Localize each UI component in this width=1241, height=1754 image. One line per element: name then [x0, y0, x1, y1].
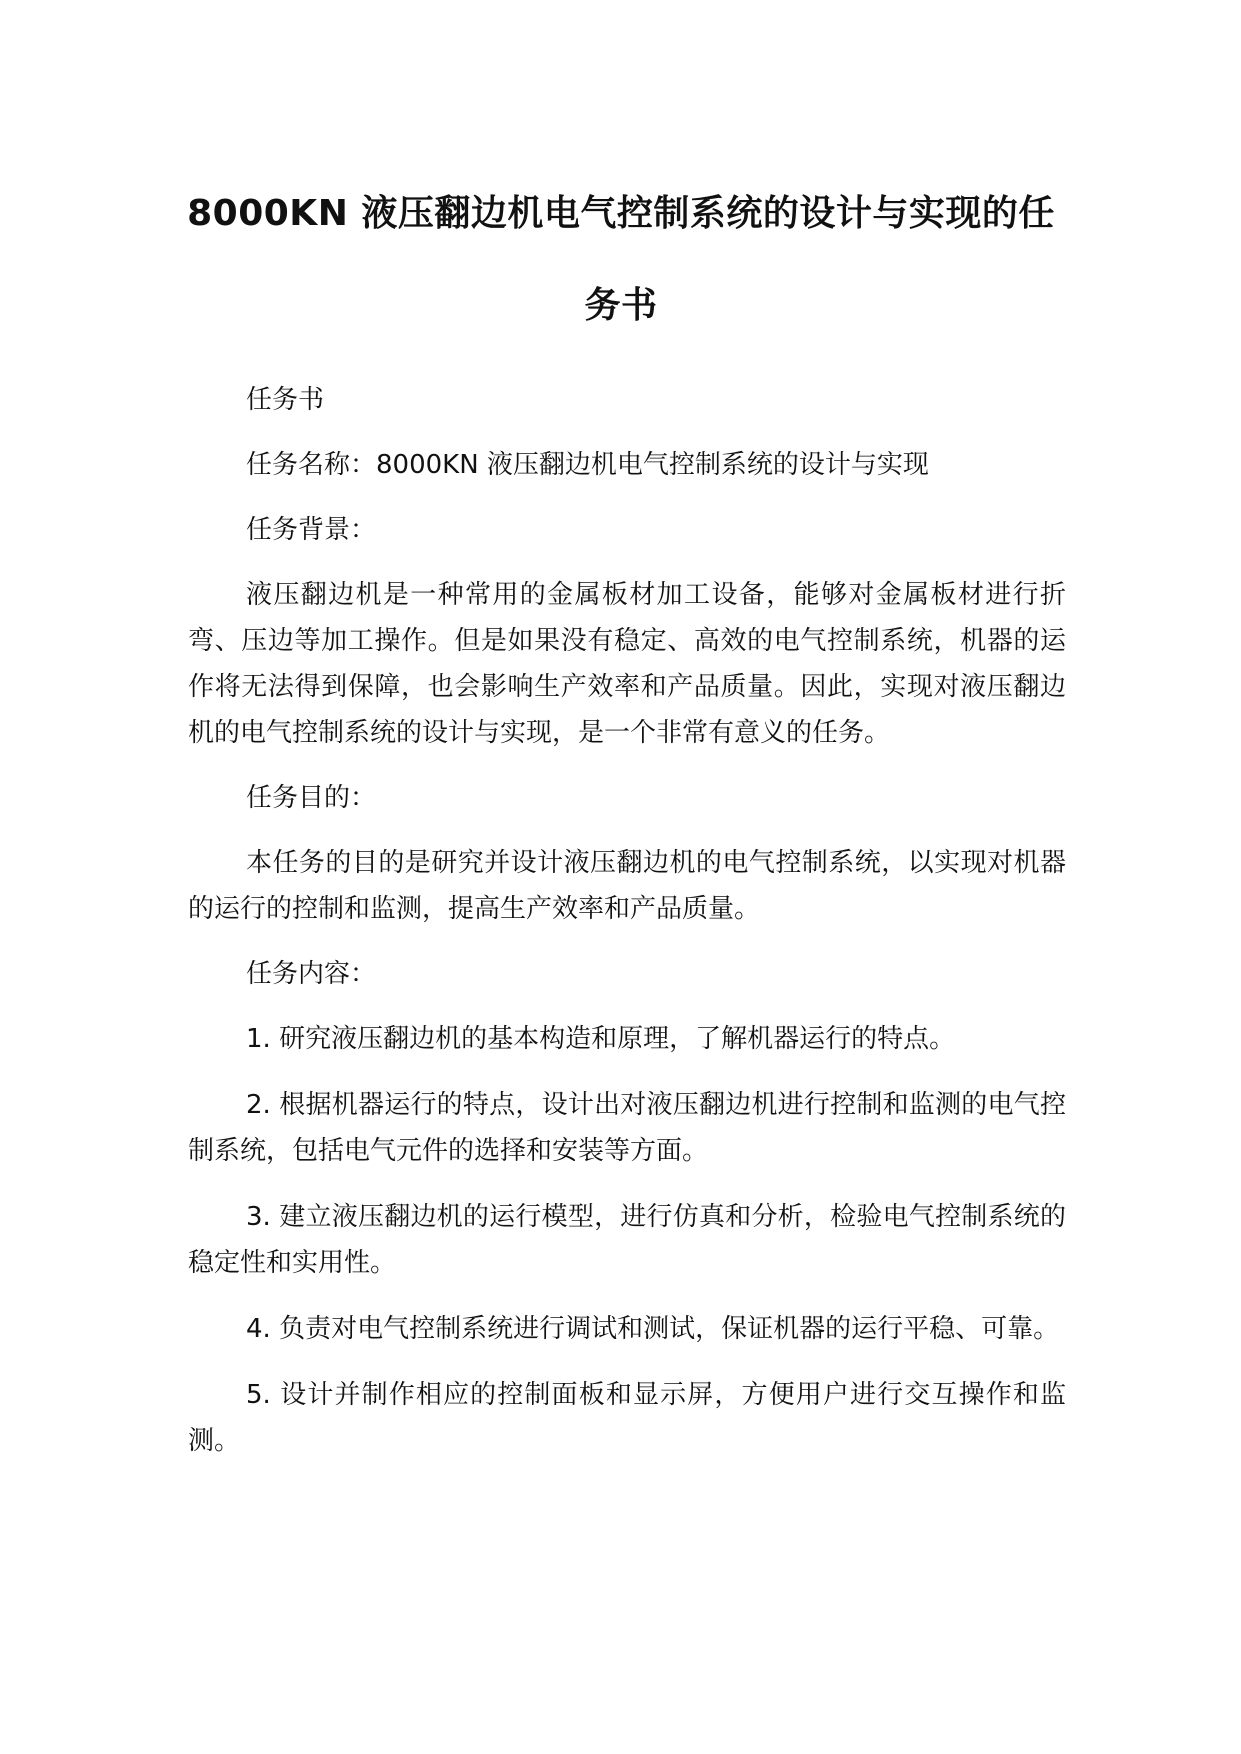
content-item-5: 5. 设计并制作相应的控制面板和显示屏，方便用户进行交互操作和监测。 [188, 1380, 1066, 1456]
task-name: 任务名称：8000KN 液压翻边机电气控制系统的设计与实现 [246, 450, 929, 480]
purpose-paragraph: 本任务的目的是研究并设计液压翻边机的电气控制系统，以实现对机器的运行的控制和监测，提高生产效率和产品质量。 [188, 848, 1066, 924]
document-body [188, 377, 1066, 1464]
background-paragraph: 液压翻边机是一种常用的金属板材加工设备，能够对金属板材进行折弯、压边等加工操作。但是如果没有稳定、高效的电气控制系统，机器的运作将无法得到保障，也会影响生产效率和产品质量。因此，实现对液压翻边机的电气控制系统的设计与实现，是一个非常有意义的任务。 [188, 580, 1066, 748]
content-item-2: 2. 根据机器运行的特点，设计出对液压翻边机进行控制和监测的电气控制系统，包括电气元件的选择和安装等方面。 [188, 1090, 1066, 1166]
heading-purpose: 任务目的： [246, 783, 377, 813]
content-item-4: 4. 负责对电气控制系统进行调试和测试，保证机器的运行平稳、可靠。 [246, 1314, 1060, 1344]
heading-background: 任务背景： [246, 515, 377, 545]
document-title: 8000KN 液压翻边机电气控制系统的设计与实现的任务书 [187, 193, 1055, 326]
content-item-1: 1. 研究液压翻边机的基本构造和原理，了解机器运行的特点。 [246, 1024, 956, 1054]
heading-content: 任务内容： [246, 959, 377, 989]
heading-task-book: 任务书 [246, 385, 325, 415]
content-item-3: 3. 建立液压翻边机的运行模型，进行仿真和分析，检验电气控制系统的稳定性和实用性。 [188, 1202, 1066, 1278]
